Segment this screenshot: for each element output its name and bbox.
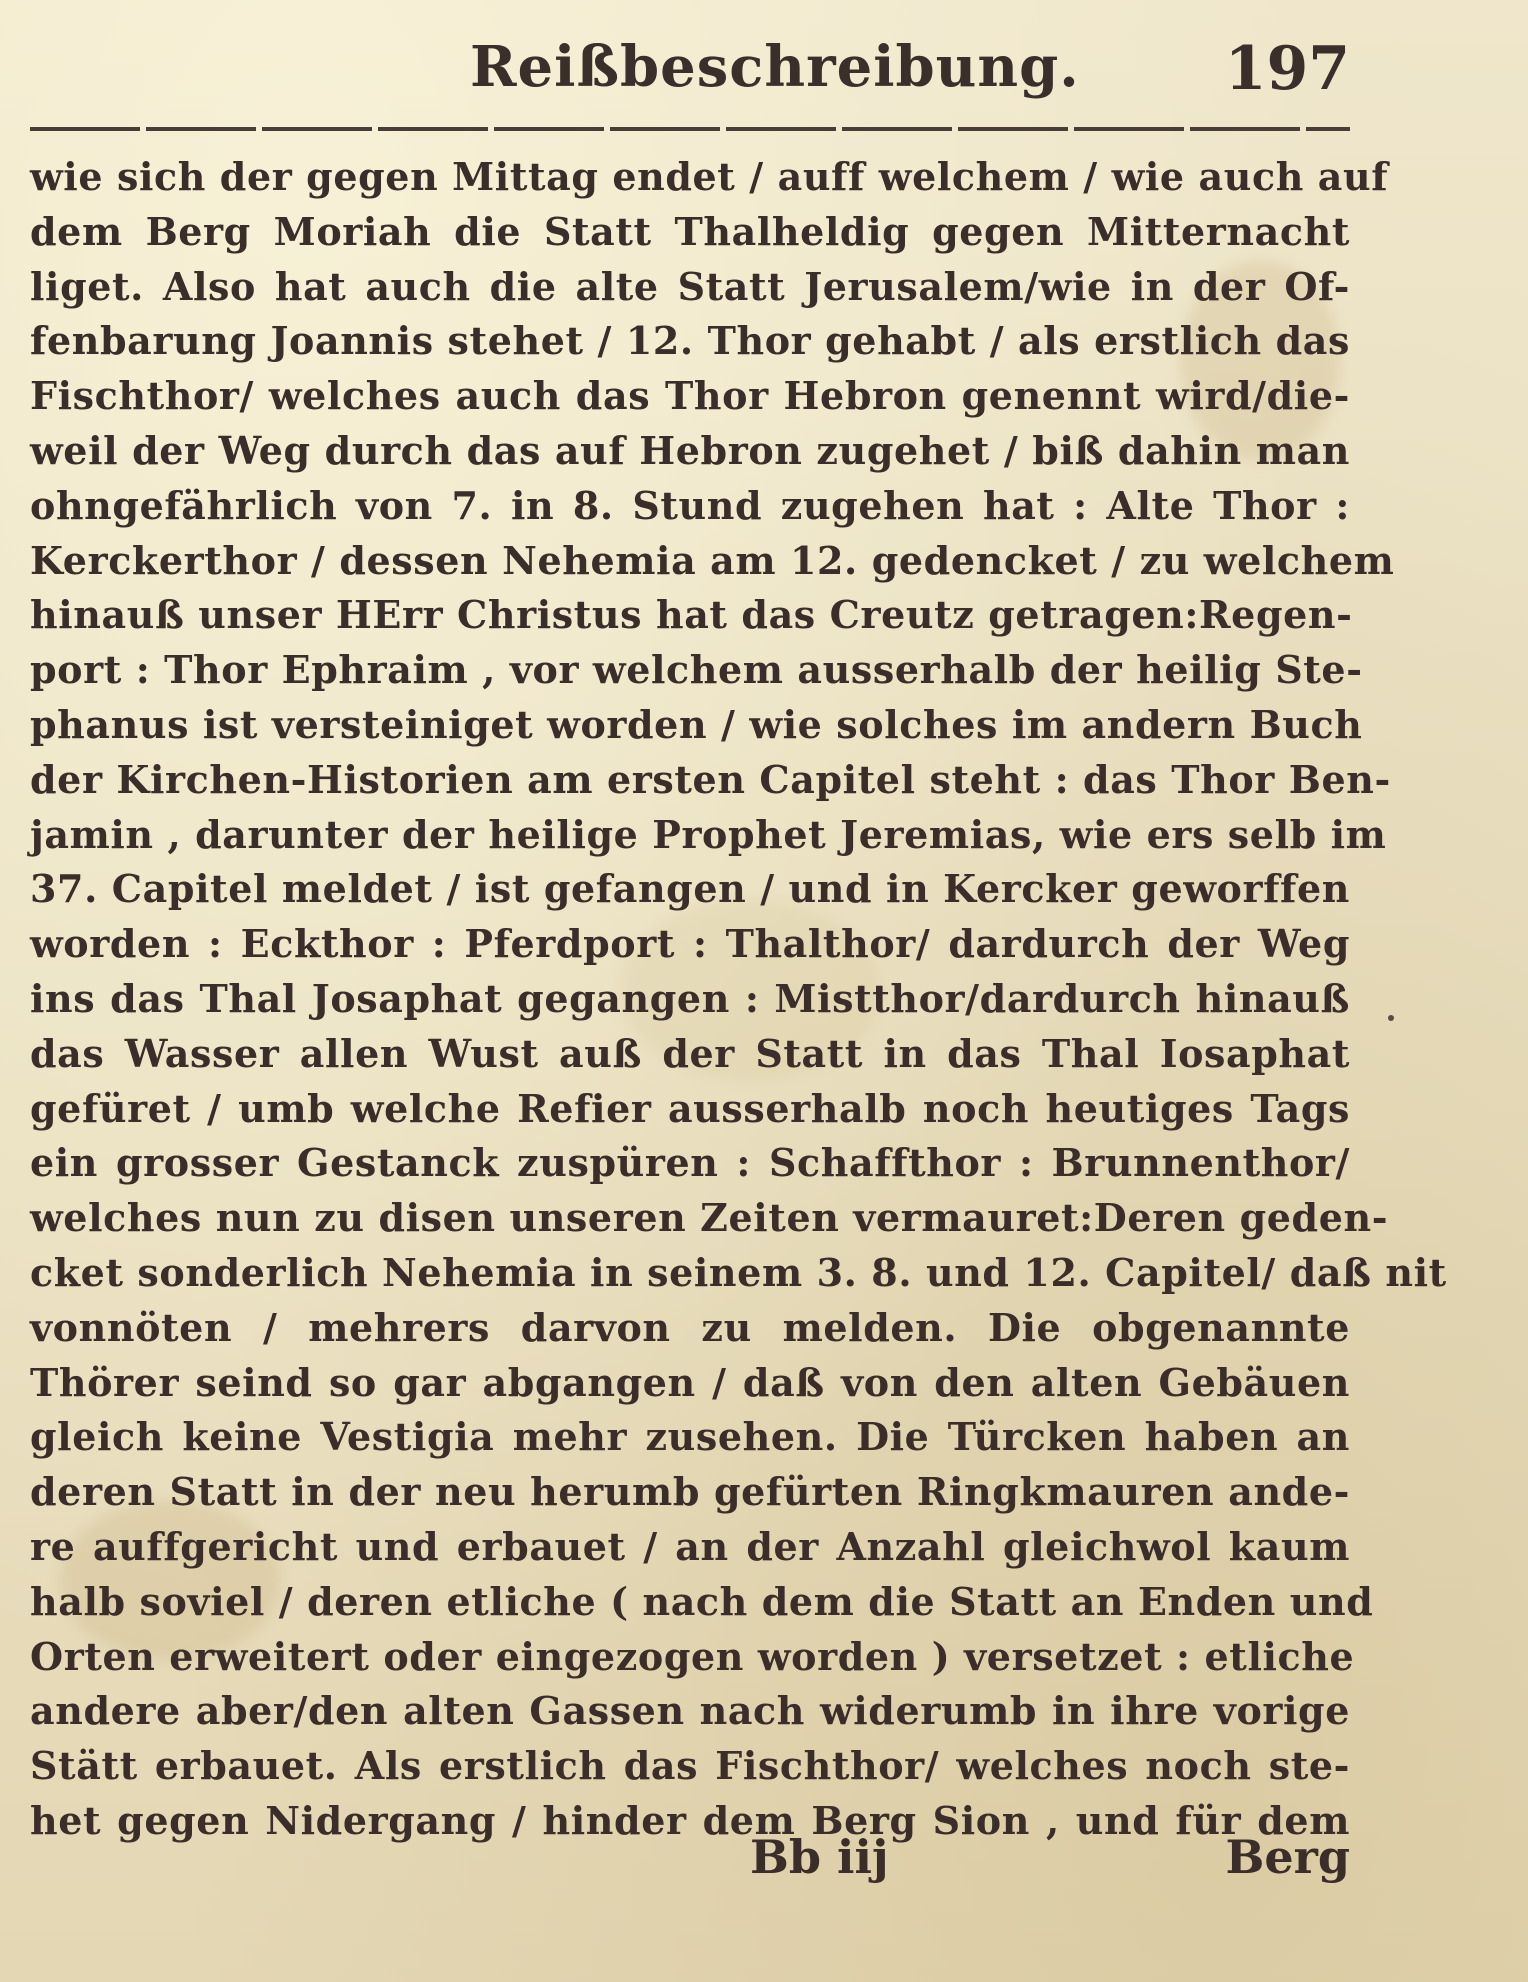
- page-number: 197: [1224, 34, 1350, 104]
- text-line: gleich keine Vestigia mehr zusehen. Die Türcken haben an: [30, 1414, 1350, 1460]
- text-line: halb soviel / deren etliche ( nach dem die Statt an Enden und: [30, 1578, 1374, 1624]
- text-line: het gegen Nidergang / hinder dem Berg Sion , und für dem: [30, 1797, 1350, 1843]
- text-line: gefüret / umb welche Refier ausserhalb noch heutiges Tags: [30, 1085, 1350, 1131]
- text-line: hinauß unser HErr Christus hat das Creutz getragen:Regen-: [30, 592, 1353, 638]
- text-line: der Kirchen-Historien am ersten Capitel steht : das Thor Ben-: [30, 756, 1391, 802]
- text-line: liget. Also hat auch die alte Statt Jerusalem/wie in der Of-: [30, 263, 1350, 309]
- text-line: das Wasser allen Wust auß der Statt in das Thal Iosaphat: [30, 1030, 1350, 1076]
- ink-speck: [1388, 1015, 1394, 1021]
- text-line: Orten erweitert oder eingezogen worden ) versetzet : etliche: [30, 1633, 1355, 1679]
- text-line: 37. Capitel meldet / ist gefangen / und in Kercker geworffen: [30, 866, 1350, 912]
- text-line: dem Berg Moriah die Statt Thalheldig gegen Mitternacht: [30, 208, 1350, 254]
- text-line: Fischthor/ welches auch das Thor Hebron genennt wird/die-: [30, 373, 1350, 419]
- text-line: weil der Weg durch das auf Hebron zugehet / biß dahin man: [30, 427, 1350, 473]
- text-line: andere aber/den alten Gassen nach widerumb in ihre vorige: [30, 1688, 1350, 1734]
- text-line: Thörer seind so gar abgangen / daß von den alten Gebäuen: [30, 1359, 1350, 1405]
- text-line: deren Statt in der neu herumb gefürten Ringkmauren ande-: [30, 1469, 1350, 1515]
- text-line: vonnöten / mehrers darvon zu melden. Die obgenannte: [30, 1304, 1350, 1350]
- signature-mark: Bb iij: [750, 1830, 889, 1884]
- text-line: ins das Thal Josaphat gegangen : Mistthor/dardurch hinauß: [30, 975, 1350, 1021]
- running-head: Reißbeschreibung.: [470, 34, 1080, 100]
- text-line: port : Thor Ephraim , vor welchem ausserhalb der heilig Ste-: [30, 647, 1363, 693]
- text-line: welches nun zu disen unseren Zeiten vermauret:Deren geden-: [30, 1195, 1389, 1241]
- catchword: Berg: [1225, 1830, 1350, 1884]
- page-header: [30, 28, 1350, 128]
- header-rule: [30, 127, 1350, 131]
- main-text: [30, 150, 1447, 1849]
- text-line: ohngefährlich von 7. in 8. Stund zugehen hat : Alte Thor :: [30, 482, 1350, 528]
- text-line: phanus ist versteiniget worden / wie solches im andern Buch: [30, 701, 1363, 747]
- text-line: jamin , darunter der heilige Prophet Jeremias, wie ers selb im: [30, 811, 1387, 857]
- text-line: Stätt erbauet. Als erstlich das Fischthor/ welches noch ste-: [30, 1743, 1350, 1789]
- text-line: ein grosser Gestanck zuspüren : Schaffthor : Brunnenthor/: [30, 1140, 1350, 1186]
- page-footer: [30, 1830, 1350, 1900]
- text-line: worden : Eckthor : Pferdport : Thalthor/ dardurch der Weg: [30, 921, 1350, 967]
- text-line: Kerckerthor / dessen Nehemia am 12. gedencket / zu welchem: [30, 537, 1395, 583]
- text-line: cket sonderlich Nehemia in seinem 3. 8. und 12. Capitel/ daß nit: [30, 1249, 1447, 1295]
- text-line: wie sich der gegen Mittag endet / auff welchem / wie auch auf: [30, 154, 1389, 199]
- text-line: fenbarung Joannis stehet / 12. Thor gehabt / als erstlich das: [30, 318, 1350, 364]
- text-line: re auffgericht und erbauet / an der Anzahl gleichwol kaum: [30, 1523, 1350, 1569]
